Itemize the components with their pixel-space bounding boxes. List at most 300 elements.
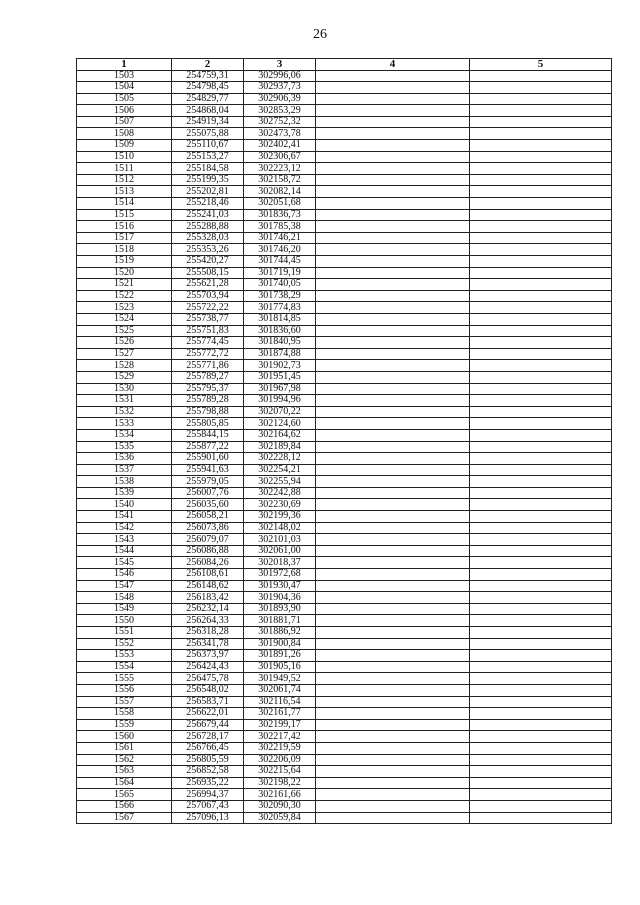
table-cell: 255877,22 — [172, 441, 244, 453]
table-cell: 255901,60 — [172, 453, 244, 465]
table-cell: 301744,45 — [244, 256, 316, 268]
table-cell: 256805,59 — [172, 754, 244, 766]
table-cell — [470, 650, 612, 662]
table-cell — [316, 638, 470, 650]
table-cell: 302164,62 — [244, 429, 316, 441]
table-cell — [316, 615, 470, 627]
table-cell — [316, 731, 470, 743]
table-cell — [316, 800, 470, 812]
table-cell: 1560 — [77, 731, 172, 743]
table-cell: 256583,71 — [172, 696, 244, 708]
table-cell — [316, 453, 470, 465]
table-cell: 301874,88 — [244, 348, 316, 360]
table-cell: 254919,34 — [172, 116, 244, 128]
table-row — [77, 777, 612, 789]
table-cell: 301949,52 — [244, 673, 316, 685]
table-cell: 1521 — [77, 279, 172, 291]
table-row — [77, 754, 612, 766]
table-cell: 1555 — [77, 673, 172, 685]
table-cell — [316, 116, 470, 128]
table-cell: 1541 — [77, 511, 172, 523]
table-cell — [316, 302, 470, 314]
table-cell — [470, 302, 612, 314]
table-cell — [316, 418, 470, 430]
table-cell: 302161,66 — [244, 789, 316, 801]
table-cell: 302148,02 — [244, 522, 316, 534]
table-cell: 256058,21 — [172, 511, 244, 523]
table-row — [77, 603, 612, 615]
table-cell: 301967,98 — [244, 383, 316, 395]
table-cell: 1561 — [77, 742, 172, 754]
table-cell: 1524 — [77, 313, 172, 325]
table-row — [77, 209, 612, 221]
table-cell: 301719,19 — [244, 267, 316, 279]
table-cell — [316, 777, 470, 789]
table-cell: 1510 — [77, 151, 172, 163]
table-cell — [316, 174, 470, 186]
table-cell: 1537 — [77, 464, 172, 476]
table-cell: 302070,22 — [244, 406, 316, 418]
table-cell: 1552 — [77, 638, 172, 650]
table-row — [77, 302, 612, 314]
table-cell — [316, 476, 470, 488]
table-row — [77, 395, 612, 407]
table-cell: 255751,83 — [172, 325, 244, 337]
table-cell: 1542 — [77, 522, 172, 534]
table-cell: 255218,46 — [172, 198, 244, 210]
table-cell — [316, 221, 470, 233]
table-cell: 1557 — [77, 696, 172, 708]
table-cell: 301902,73 — [244, 360, 316, 372]
table-cell — [316, 673, 470, 685]
table-cell — [316, 186, 470, 198]
table-row — [77, 487, 612, 499]
table-cell — [316, 93, 470, 105]
table-cell: 1529 — [77, 371, 172, 383]
table-cell: 256148,62 — [172, 580, 244, 592]
table-cell — [316, 232, 470, 244]
table-cell: 256318,28 — [172, 627, 244, 639]
table-cell: 301840,95 — [244, 337, 316, 349]
table-cell: 301886,92 — [244, 627, 316, 639]
table-cell: 1535 — [77, 441, 172, 453]
table-cell: 1565 — [77, 789, 172, 801]
table-cell — [316, 499, 470, 511]
table-cell: 1564 — [77, 777, 172, 789]
table-cell: 301900,84 — [244, 638, 316, 650]
table-row — [77, 244, 612, 256]
table-row — [77, 638, 612, 650]
table-row — [77, 383, 612, 395]
table-cell — [470, 777, 612, 789]
table-row — [77, 453, 612, 465]
table-cell: 1509 — [77, 140, 172, 152]
table-cell — [470, 464, 612, 476]
table-cell — [316, 313, 470, 325]
table-cell — [470, 684, 612, 696]
table-cell: 301740,05 — [244, 279, 316, 291]
table-row — [77, 708, 612, 720]
table-row — [77, 650, 612, 662]
table-row — [77, 279, 612, 291]
table-cell — [316, 70, 470, 82]
table-cell — [316, 441, 470, 453]
table-cell: 1507 — [77, 116, 172, 128]
table-row — [77, 580, 612, 592]
table-cell: 301930,47 — [244, 580, 316, 592]
table-cell: 256994,37 — [172, 789, 244, 801]
column-header: 5 — [470, 59, 612, 71]
table-cell — [470, 742, 612, 754]
table-cell: 301785,38 — [244, 221, 316, 233]
table-cell — [470, 499, 612, 511]
table-cell — [316, 696, 470, 708]
table-row — [77, 731, 612, 743]
table-row — [77, 267, 612, 279]
table-cell: 1504 — [77, 82, 172, 94]
table-row — [77, 557, 612, 569]
table-cell: 302752,32 — [244, 116, 316, 128]
table-cell — [316, 198, 470, 210]
table-row — [77, 812, 612, 824]
table-cell: 302124,60 — [244, 418, 316, 430]
table-row — [77, 70, 612, 82]
table-row — [77, 290, 612, 302]
table-cell: 1530 — [77, 383, 172, 395]
table-row — [77, 627, 612, 639]
table-cell — [316, 580, 470, 592]
table-cell — [470, 313, 612, 325]
table-cell: 1562 — [77, 754, 172, 766]
table-cell — [316, 464, 470, 476]
table-cell — [316, 105, 470, 117]
table-cell — [470, 534, 612, 546]
table-row — [77, 163, 612, 175]
table-cell: 1518 — [77, 244, 172, 256]
table-cell — [470, 163, 612, 175]
table-cell — [316, 429, 470, 441]
table-cell — [470, 708, 612, 720]
table-row — [77, 93, 612, 105]
table-cell — [470, 105, 612, 117]
table-cell — [470, 371, 612, 383]
table-cell: 1515 — [77, 209, 172, 221]
table-cell: 256035,60 — [172, 499, 244, 511]
table-cell: 301951,45 — [244, 371, 316, 383]
table-cell: 1517 — [77, 232, 172, 244]
table-cell: 255508,15 — [172, 267, 244, 279]
table-cell — [316, 511, 470, 523]
table-cell: 302254,21 — [244, 464, 316, 476]
table-cell: 254759,31 — [172, 70, 244, 82]
table-cell: 256073,86 — [172, 522, 244, 534]
table-cell: 1511 — [77, 163, 172, 175]
table-cell — [316, 244, 470, 256]
table-cell: 255805,85 — [172, 418, 244, 430]
table-cell: 256084,26 — [172, 557, 244, 569]
table-cell: 301738,29 — [244, 290, 316, 302]
table-cell: 302937,73 — [244, 82, 316, 94]
table-cell: 302101,03 — [244, 534, 316, 546]
table-row — [77, 499, 612, 511]
table-row — [77, 684, 612, 696]
table-row — [77, 789, 612, 801]
table-cell: 302158,72 — [244, 174, 316, 186]
table-cell: 256264,33 — [172, 615, 244, 627]
table-cell: 302090,30 — [244, 800, 316, 812]
table-cell: 301881,71 — [244, 615, 316, 627]
table-cell — [470, 627, 612, 639]
table-cell — [470, 453, 612, 465]
table-cell — [470, 395, 612, 407]
table-row — [77, 232, 612, 244]
table-cell: 256424,43 — [172, 661, 244, 673]
table-cell: 302082,14 — [244, 186, 316, 198]
table-cell: 256086,88 — [172, 545, 244, 557]
table-cell — [470, 128, 612, 140]
table-cell — [316, 603, 470, 615]
table-cell: 1539 — [77, 487, 172, 499]
table-cell: 1545 — [77, 557, 172, 569]
table-cell: 256475,78 — [172, 673, 244, 685]
table-row — [77, 151, 612, 163]
table-cell — [470, 418, 612, 430]
table-cell: 302199,17 — [244, 719, 316, 731]
table-cell: 255621,28 — [172, 279, 244, 291]
table-cell: 255353,26 — [172, 244, 244, 256]
table-cell: 302061,74 — [244, 684, 316, 696]
table-cell: 1544 — [77, 545, 172, 557]
table-cell — [316, 708, 470, 720]
table-cell: 256232,14 — [172, 603, 244, 615]
table-cell: 302116,54 — [244, 696, 316, 708]
table-cell — [470, 545, 612, 557]
table-cell: 256079,07 — [172, 534, 244, 546]
table-cell — [316, 545, 470, 557]
table-cell — [470, 232, 612, 244]
table-cell: 255153,27 — [172, 151, 244, 163]
table-cell: 1506 — [77, 105, 172, 117]
table-cell: 1563 — [77, 766, 172, 778]
table-row — [77, 742, 612, 754]
table-row — [77, 186, 612, 198]
table-cell — [316, 290, 470, 302]
table-row — [77, 522, 612, 534]
table-cell — [316, 163, 470, 175]
table-cell: 1528 — [77, 360, 172, 372]
table-cell: 1540 — [77, 499, 172, 511]
table-cell: 256183,42 — [172, 592, 244, 604]
table-cell — [470, 638, 612, 650]
table-cell: 302402,41 — [244, 140, 316, 152]
table-cell — [316, 128, 470, 140]
table-row — [77, 534, 612, 546]
table-cell — [470, 279, 612, 291]
table-cell — [470, 221, 612, 233]
table-cell: 255202,81 — [172, 186, 244, 198]
table-cell: 1549 — [77, 603, 172, 615]
table-cell: 256935,22 — [172, 777, 244, 789]
table-cell: 257096,13 — [172, 812, 244, 824]
table-cell: 302198,22 — [244, 777, 316, 789]
page-number: 26 — [313, 27, 327, 42]
table-cell: 255722,22 — [172, 302, 244, 314]
table-cell — [470, 116, 612, 128]
table-cell: 255844,15 — [172, 429, 244, 441]
table-cell: 301891,26 — [244, 650, 316, 662]
table-cell: 1566 — [77, 800, 172, 812]
table-cell: 302996,06 — [244, 70, 316, 82]
table-cell — [316, 557, 470, 569]
table-cell: 302199,36 — [244, 511, 316, 523]
table-cell: 302061,00 — [244, 545, 316, 557]
table-cell — [470, 661, 612, 673]
table-row — [77, 800, 612, 812]
table-cell — [316, 151, 470, 163]
table-row — [77, 476, 612, 488]
table-cell — [316, 279, 470, 291]
table-cell — [470, 592, 612, 604]
table-cell: 1556 — [77, 684, 172, 696]
table-cell — [316, 766, 470, 778]
table-row — [77, 256, 612, 268]
table-cell: 255420,27 — [172, 256, 244, 268]
table-cell — [316, 487, 470, 499]
table-cell: 255075,88 — [172, 128, 244, 140]
table-row — [77, 128, 612, 140]
table-cell — [470, 256, 612, 268]
table-cell — [470, 731, 612, 743]
table-row — [77, 406, 612, 418]
table-cell — [316, 754, 470, 766]
table-cell: 1523 — [77, 302, 172, 314]
table-cell — [470, 511, 612, 523]
column-header: 4 — [316, 59, 470, 71]
table-cell: 301836,60 — [244, 325, 316, 337]
table-cell: 256679,44 — [172, 719, 244, 731]
table-cell: 301814,85 — [244, 313, 316, 325]
table-cell: 256108,61 — [172, 569, 244, 581]
table-cell: 256852,58 — [172, 766, 244, 778]
table-cell — [470, 696, 612, 708]
table-cell: 255798,88 — [172, 406, 244, 418]
table-cell: 254798,45 — [172, 82, 244, 94]
table-cell — [470, 580, 612, 592]
table-cell — [470, 209, 612, 221]
table-row — [77, 313, 612, 325]
table-cell — [470, 522, 612, 534]
table-cell: 302189,84 — [244, 441, 316, 453]
table-cell: 256766,45 — [172, 742, 244, 754]
table-cell: 1531 — [77, 395, 172, 407]
table-cell — [470, 673, 612, 685]
table-cell — [316, 140, 470, 152]
table-cell: 255738,77 — [172, 313, 244, 325]
table-cell — [470, 151, 612, 163]
table-cell: 301746,21 — [244, 232, 316, 244]
table-cell — [470, 186, 612, 198]
column-header: 3 — [244, 59, 316, 71]
table-cell — [316, 719, 470, 731]
table-cell — [316, 82, 470, 94]
table-cell: 301905,16 — [244, 661, 316, 673]
table-row — [77, 592, 612, 604]
table-row — [77, 418, 612, 430]
table-row — [77, 661, 612, 673]
table-cell: 1548 — [77, 592, 172, 604]
table-cell — [470, 93, 612, 105]
table-cell — [470, 719, 612, 731]
table-cell: 1513 — [77, 186, 172, 198]
table-cell: 1559 — [77, 719, 172, 731]
table-row — [77, 221, 612, 233]
table-cell — [470, 557, 612, 569]
table-cell — [316, 650, 470, 662]
table-cell: 1512 — [77, 174, 172, 186]
table-row — [77, 198, 612, 210]
table-cell — [470, 337, 612, 349]
header-row — [77, 59, 612, 71]
column-header: 2 — [172, 59, 244, 71]
table-row — [77, 325, 612, 337]
table-row — [77, 615, 612, 627]
table-cell: 1547 — [77, 580, 172, 592]
table-cell: 301774,83 — [244, 302, 316, 314]
table-cell — [470, 406, 612, 418]
table-cell: 1505 — [77, 93, 172, 105]
table-cell: 254829,77 — [172, 93, 244, 105]
table-cell — [316, 348, 470, 360]
table-cell — [316, 395, 470, 407]
table-cell: 302217,42 — [244, 731, 316, 743]
table-cell — [470, 766, 612, 778]
table-row — [77, 719, 612, 731]
table-cell — [470, 812, 612, 824]
table-cell — [470, 348, 612, 360]
table-cell — [470, 244, 612, 256]
table-cell: 302215,64 — [244, 766, 316, 778]
table-cell — [316, 209, 470, 221]
table-cell — [316, 661, 470, 673]
table-cell — [316, 534, 470, 546]
table-cell — [316, 406, 470, 418]
table-cell: 302051,68 — [244, 198, 316, 210]
table-cell — [470, 325, 612, 337]
table-cell: 1527 — [77, 348, 172, 360]
table-cell — [470, 174, 612, 186]
table-cell — [316, 522, 470, 534]
table-cell: 301904,36 — [244, 592, 316, 604]
coordinates-table-container — [76, 58, 611, 824]
table-cell: 255199,35 — [172, 174, 244, 186]
table-row — [77, 429, 612, 441]
table-cell: 257067,43 — [172, 800, 244, 812]
table-cell: 302059,84 — [244, 812, 316, 824]
table-cell: 255795,37 — [172, 383, 244, 395]
table-cell: 255774,45 — [172, 337, 244, 349]
table-header — [77, 59, 612, 71]
table-cell — [316, 256, 470, 268]
table-row — [77, 82, 612, 94]
table-cell — [470, 487, 612, 499]
table-cell — [470, 290, 612, 302]
table-cell: 1532 — [77, 406, 172, 418]
table-cell — [470, 267, 612, 279]
column-header: 1 — [77, 59, 172, 71]
table-cell — [316, 325, 470, 337]
table-cell — [470, 476, 612, 488]
table-cell: 1525 — [77, 325, 172, 337]
